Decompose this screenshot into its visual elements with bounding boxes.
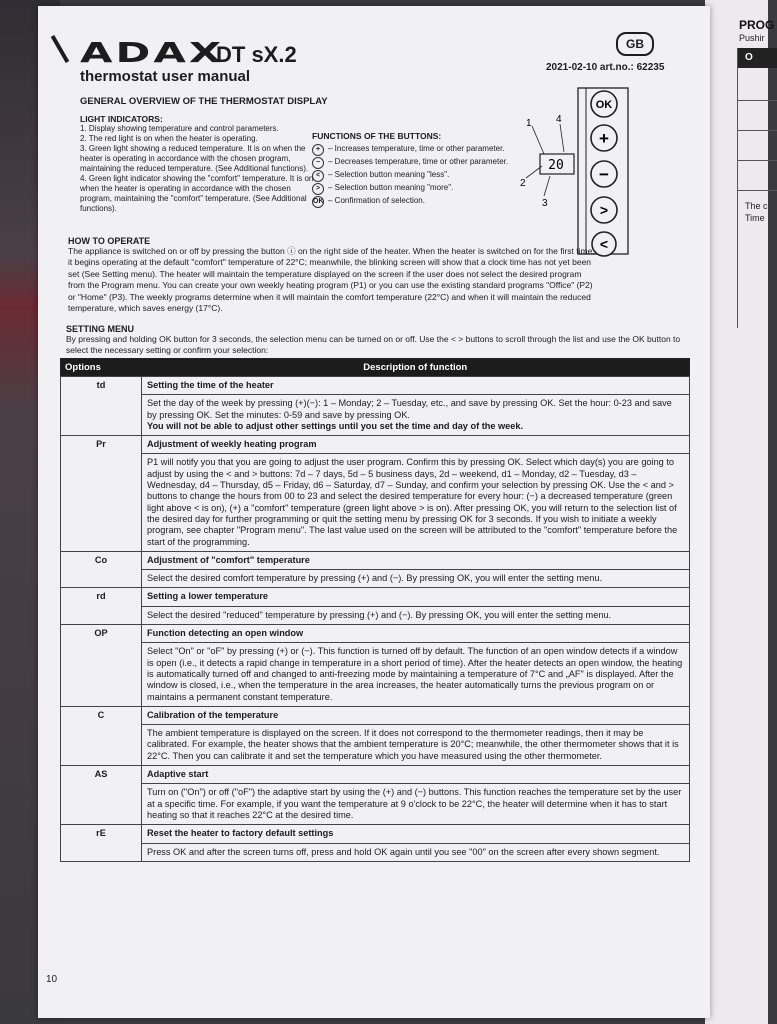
diagram-plus-label: + [599,129,609,148]
table-header-row [61,359,690,377]
option-title: Calibration of the temperature [142,706,690,724]
option-description: Turn on ("On") or off ("oF") the adaptive start by using the (+) and (−) buttons. This function reaches the temperature set by the user at a specific time. For example, if you want the temperature at 9 o'clock to be 22°C, the heater will determine when it has to start heating so that it reaches 22°C at the desired time. [142,784,690,825]
option-title: Reset the heater to factory default settings [142,825,690,843]
column-header-description: Description of function [142,359,690,377]
table-row [61,843,690,861]
option-title: Adjustment of "comfort" temperature [142,551,690,569]
next-page-text [745,200,768,224]
diagram-label-3: 3 [542,198,548,209]
option-code: Pr [61,436,142,552]
function-item [312,195,522,208]
option-code: C [61,706,142,765]
thermostat-diagram [520,88,630,258]
function-text: – Confirmation of selection. [328,196,425,205]
language-badge: GB [616,32,654,56]
model-name: DT sX.2 [216,42,297,67]
next-page-table-line [737,130,777,131]
light-indicators-heading: LIGHT INDICATORS: [80,114,163,124]
table-row [61,551,690,569]
next-page-table-line [737,100,777,101]
table-row [61,436,690,454]
option-title: Adaptive start [142,766,690,784]
option-code: OP [61,625,142,707]
table-row [61,570,690,588]
light-indicator-item: 2. The red light is on when the heater is operating. [80,134,258,143]
diagram-display-value: 20 [548,158,564,173]
option-description-text: Set the day of the week by pressing (+)(−): 1 – Monday; 2 – Tuesday, etc., and save by pressing OK. Set the hour: 0-23 and save by pressing OK. Set the minutes: 0-59 and save by pressing OK. [147,398,672,420]
plus-icon: + [312,144,324,156]
option-description: Press OK and after the screen turns off, press and hold OK again until you see "00" on the screen after every shown segment. [142,843,690,861]
option-title: Function detecting an open window [142,625,690,643]
logo-mark [51,35,69,63]
next-page-table-line [737,160,777,161]
option-description-warning: You will not be able to adjust other settings until you set the time and day of the week. [147,420,524,431]
next-page-table-header: O [737,48,777,68]
options-table [60,358,690,862]
date-article-number: 2021-02-10 art.no.: 62235 [546,62,665,73]
light-indicators-list [80,124,316,214]
next-page-table-line [737,190,777,191]
table-row [61,625,690,643]
option-code: rE [61,825,142,862]
setting-menu-heading: SETTING MENU [66,324,135,334]
table-row [61,784,690,825]
option-title: Setting the time of the heater [142,377,690,395]
light-indicator-item: 1. Display showing temperature and control parameters. [80,124,279,133]
how-to-operate-text: The appliance is switched on or off by pressing the button ⓘ on the right side of the heater. When the heater is switched on for the first time, it begins operating at the default "comfort" temperature of 22°C; meanwhile, the blinking screen will show that a clock time has not yet been set (See Setting menu). The heater will maintain the temperature displayed on the screen if the user does not select the desired program from the Program menu. You can create your own weekly heating program (P1) or you can use the existing standard programs "Office" (P2) or "Home" (P3). The weekly programs determine when it will maintain the comfort temperature (22°C) and when it will maintain the reduced temperature, which saves energy (17°C). [68,246,595,314]
function-text: – Decreases temperature, time or other parameter. [328,157,509,166]
ok-icon: OK [312,196,324,208]
option-code: rd [61,588,142,625]
diagram-more-label: > [599,202,609,218]
function-text: – Selection button meaning "more". [328,183,454,192]
function-item [312,143,522,156]
brand-logo: ADAX [80,36,225,69]
less-icon: < [312,170,324,182]
manual-subtitle: thermostat user manual [80,68,251,85]
function-text: – Selection button meaning "less". [328,170,450,179]
manual-page [38,6,710,1018]
next-page-text-line: Time [745,213,765,223]
table-row [61,706,690,724]
table-row [61,725,690,766]
column-header-options: Options [61,359,142,377]
light-indicator-item: 4. Green light indicator showing the "comfort" temperature. It is on when the heater is operating in accordance with the chosen program, maintaining the "comfort" temperature. (See Additional functions). [80,174,314,213]
option-code: td [61,377,142,436]
table-row [61,643,690,706]
diagram-label-1: 1 [526,118,532,129]
option-title: Adjustment of weekly heating program [142,436,690,454]
option-description: Select "On" or "oF" by pressing (+) or (−). This function is turned off by default. The function of an open window detects if a window is open (i.e., it detects a rapid change in temperature in a short period of time). After the heater detects an open window, the heating is automatically turned off and changed to anti-freezing mode by maintaining a temperature of 7°C and „AF" is displayed. After the window is closed, i.e., when the temperature in the area increases, the heater automatically turns the previous program on or maintains a permanent constant temperature. [142,643,690,706]
table-row [61,454,690,551]
table-row [61,588,690,606]
diagram-ok-label: OK [595,99,613,111]
table-row [61,825,690,843]
button-functions-heading: FUNCTIONS OF THE BUTTONS: [312,131,442,141]
option-code: Co [61,551,142,588]
option-description [142,395,690,436]
function-item [312,156,522,169]
button-functions-list [312,143,522,208]
option-description: P1 will notify you that you are going to adjust the user program. Confirm this by pressing OK. Select which day(s) you are going to adjust by using the < and > buttons: 7d – 7 days, 5d – 5 business days, 2d – weekend, d1 – Monday, d2 – Tuesday, d3 – Wednesday, d4 – Thursday, d5 – Friday, d6 – Saturday, d7 – Sunday, and confirm your selection by pressing OK. Use the < and > buttons to change the hours from 00 to 23 and select the desired temperature for every hour: (−) a decreased temperature (green light above < is on), (+) a "comfort" temperature (green light above > is on). After pressing OK, you will return to the selection list of the desired day for further programming or quit the setting menu by pressing OK for 3 seconds. If you wish to initiate a weekly program, see chapter "Program menu". The last value used on the screen will be attributed to the "comfort" temperature before the start of the programming. [142,454,690,551]
option-description: Select the desired "reduced" temperature by pressing (+) and (−). By pressing OK, you will enter the setting menu. [142,606,690,624]
table-row [61,606,690,624]
diagram-label-2: 2 [520,178,526,189]
diagram-label-4: 4 [556,114,562,125]
setting-menu-text: By pressing and holding OK button for 3 seconds, the selection menu can be turned on or off. Use the < > buttons to scroll through the list and use the OK button to select the necessary setting or confirm your selection: [66,334,681,355]
overview-heading: GENERAL OVERVIEW OF THE THERMOSTAT DISPLAY [80,96,328,107]
light-indicator-item: 3. Green light showing a reduced temperature. It is on when the heater is operating in accordance with the chosen program, maintaining the reduced temperature. (See Additional functions). [80,144,309,173]
option-code: AS [61,766,142,825]
next-page-table-border [737,48,738,328]
diagram-less-label: < [599,236,609,252]
how-to-operate-heading: HOW TO OPERATE [68,236,151,246]
option-description: The ambient temperature is displayed on the screen. If it does not correspond to the thermometer readings, then it may be calibrated. For example, the heater shows that the ambient temperature is 20°C; meanwhile, the other thermometer shows that it is 22°C. Then you can calibrate it and set the temperature which you have measured using the other thermometer. [142,725,690,766]
table-row [61,395,690,436]
more-icon: > [312,183,324,195]
function-item [312,169,522,182]
table-row [61,377,690,395]
function-text: – Increases temperature, time or other parameter. [328,144,505,153]
next-page-text-line: The c [745,201,768,211]
next-page-title: PROG [739,18,775,32]
table-row [61,766,690,784]
diagram-minus-label: − [599,165,609,184]
minus-icon: − [312,157,324,169]
option-description: Select the desired comfort temperature by pressing (+) and (−). By pressing OK, you will enter the setting menu. [142,570,690,588]
option-title: Setting a lower temperature [142,588,690,606]
page-number: 10 [46,974,58,985]
next-page-subtitle: Pushir [739,33,765,43]
function-item [312,182,522,195]
next-page-edge [705,0,775,1024]
